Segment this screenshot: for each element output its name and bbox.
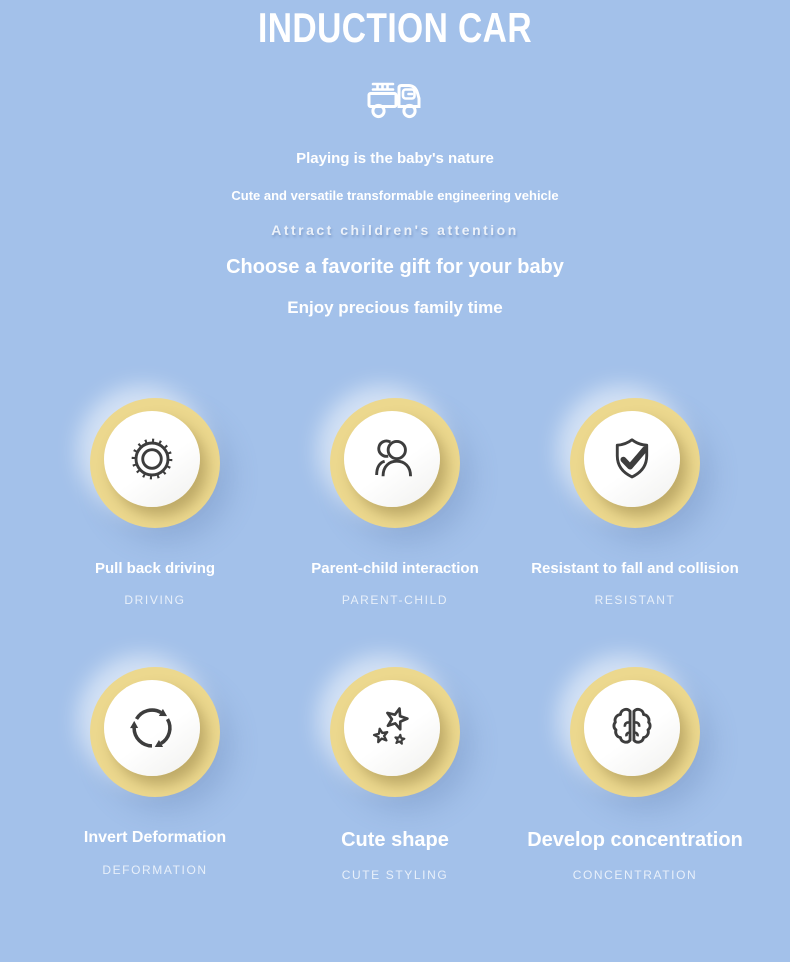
- header-icon-wrap: [0, 74, 790, 124]
- feature-badge: [90, 398, 220, 528]
- truck-icon: [363, 74, 427, 124]
- feature-title: Develop concentration: [527, 829, 743, 852]
- feature-grid: [0, 398, 790, 882]
- feature-card-concentration: [515, 667, 755, 882]
- feature-card-parent-child: [275, 398, 515, 607]
- feature-badge-inner: [104, 680, 200, 776]
- feature-badge-inner: [584, 680, 680, 776]
- feature-subtitle: DRIVING: [124, 593, 186, 608]
- feature-title: Parent-child interaction: [311, 560, 479, 578]
- feature-badge: [570, 398, 700, 528]
- tire-icon: [120, 427, 184, 491]
- feature-badge-inner: [104, 411, 200, 507]
- feature-title: Invert Deformation: [83, 829, 227, 847]
- feature-title: Cute shape: [341, 829, 449, 852]
- rotate-arrows-icon: [120, 696, 184, 760]
- feature-badge: [570, 667, 700, 797]
- feature-title: Pull back driving: [94, 560, 216, 578]
- tagline-1: Playing is the baby's nature: [296, 150, 494, 168]
- feature-card-resistant: [515, 398, 755, 607]
- feature-badge: [330, 667, 460, 797]
- feature-card-cute-shape: [275, 667, 515, 882]
- brain-icon: [600, 696, 664, 760]
- feature-badge-inner: [344, 411, 440, 507]
- feature-card-deformation: [35, 667, 275, 882]
- feature-title: Resistant to fall and collision: [531, 560, 739, 578]
- tagline-3: Attract children's attention: [271, 222, 519, 239]
- tagline-4: Choose a favorite gift for your baby: [226, 256, 564, 279]
- feature-subtitle: CUTE STYLING: [341, 868, 449, 883]
- feature-badge-inner: [344, 680, 440, 776]
- page-title: INDUCTION CAR: [258, 4, 532, 51]
- shield-check-icon: [600, 427, 664, 491]
- feature-badge-inner: [584, 411, 680, 507]
- feature-subtitle: RESISTANT: [594, 593, 676, 608]
- feature-subtitle: DEFORMATION: [102, 863, 208, 878]
- stars-icon: [360, 696, 424, 760]
- tagline-5: Enjoy precious family time: [287, 298, 503, 318]
- tagline-2: Cute and versatile transformable engineering vehicle: [231, 188, 559, 204]
- feature-badge: [330, 398, 460, 528]
- feature-subtitle: CONCENTRATION: [572, 868, 698, 883]
- feature-card-driving: [35, 398, 275, 607]
- parent-child-icon: [360, 427, 424, 491]
- feature-subtitle: PARENT-CHILD: [341, 593, 449, 608]
- feature-badge: [90, 667, 220, 797]
